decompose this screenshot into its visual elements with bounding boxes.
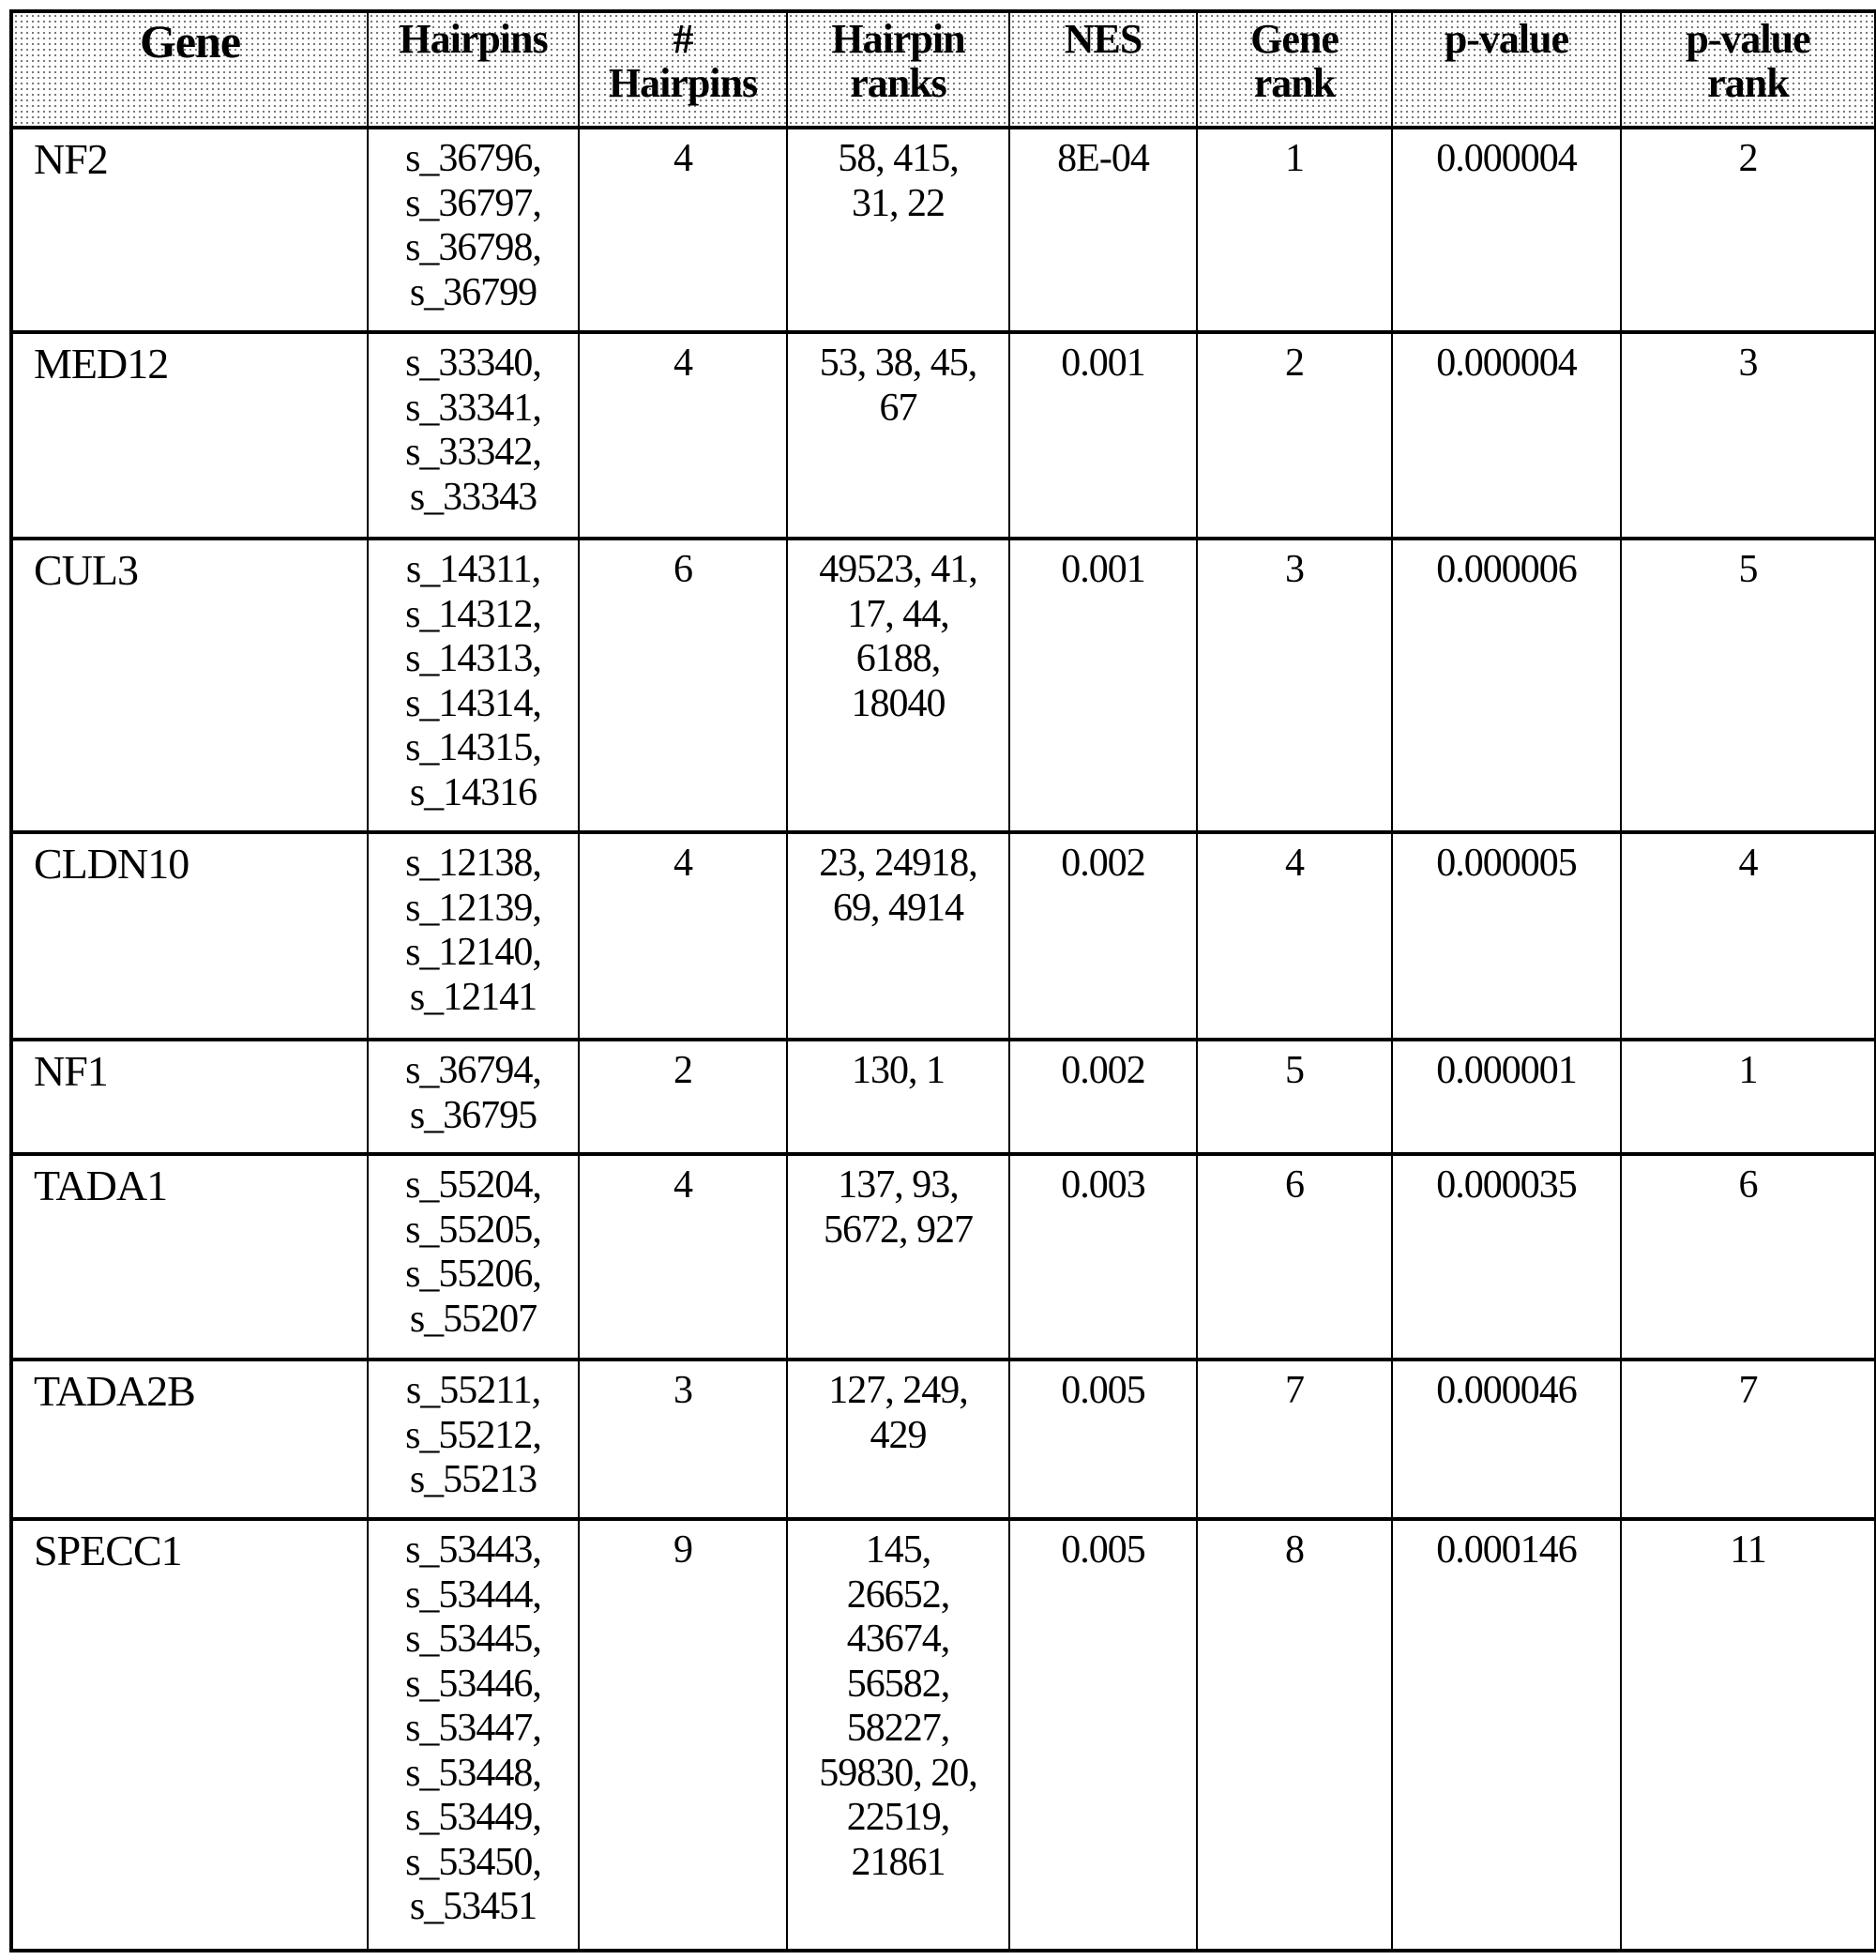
cell-p-value-rank (1621, 1040, 1876, 1154)
hairpins-line: s_12138, (405, 842, 541, 885)
num-hairpins-value: 2 (673, 1049, 692, 1092)
cell-hairpins (368, 1519, 579, 1951)
cell-gene-rank (1197, 832, 1392, 1040)
cell-hairpins (368, 539, 579, 832)
header-gene-rank (1197, 11, 1392, 128)
cell-hairpins (368, 832, 579, 1040)
header-p-value (1392, 11, 1621, 128)
gene-rank-value: 8 (1285, 1528, 1304, 1572)
cell-gene-rank (1197, 128, 1392, 332)
p-value-rank-value: 1 (1738, 1049, 1758, 1092)
cell-gene (11, 832, 368, 1040)
gene-value: NF2 (34, 135, 108, 183)
cell-p-value-rank (1621, 832, 1876, 1040)
cell-hairpin-ranks (787, 128, 1009, 332)
hairpin-ranks-line: 5672, 927 (824, 1208, 973, 1252)
cell-p-value (1392, 1360, 1621, 1519)
hairpin-ranks-line: 43674, (846, 1618, 950, 1661)
p-value-value: 0.000005 (1436, 842, 1577, 885)
hairpin-ranks-line: 127, 249, (828, 1369, 968, 1412)
gene-rank-value: 3 (1285, 548, 1304, 591)
table-row (11, 1360, 1876, 1519)
cell-p-value-rank (1621, 128, 1876, 332)
hairpin-ranks-line: 69, 4914 (833, 886, 963, 930)
nes-value: 0.001 (1061, 342, 1145, 385)
header-gene (11, 11, 368, 128)
header-nes-label: NES (1064, 16, 1142, 62)
cell-nes (1009, 1154, 1197, 1360)
gene-rank-value: 5 (1285, 1049, 1304, 1092)
header-p-value-rank (1621, 11, 1876, 128)
hairpins-line: s_53443, (405, 1528, 541, 1572)
cell-p-value (1392, 128, 1621, 332)
header-row (11, 11, 1876, 128)
cell-p-value (1392, 1519, 1621, 1951)
hairpin-ranks-line: 31, 22 (852, 181, 945, 225)
gene-rank-value: 1 (1285, 137, 1304, 180)
cell-num-hairpins (579, 1360, 787, 1519)
cell-hairpins (368, 128, 579, 332)
hairpin-ranks-line: 429 (870, 1413, 927, 1457)
hairpins-line: s_55211, (405, 1369, 541, 1412)
hairpins-line: s_36796, (405, 137, 541, 180)
hairpin-ranks-line: 18040 (851, 681, 946, 725)
table-row (11, 128, 1876, 332)
table-body (11, 128, 1876, 1951)
hairpin-ranks-line: 56582, (846, 1662, 950, 1706)
header-num-hairpins (579, 11, 787, 128)
cell-hairpin-ranks (787, 1519, 1009, 1951)
hairpins-line: s_12141 (409, 975, 537, 1019)
cell-p-value (1392, 539, 1621, 832)
hairpins-line: s_36799 (409, 270, 537, 314)
gene-value: MED12 (34, 340, 169, 387)
cell-gene-rank (1197, 1519, 1392, 1951)
cell-p-value-rank (1621, 1519, 1876, 1951)
hairpin-ranks-line: 67 (879, 386, 917, 430)
hairpins-line: s_14312, (405, 592, 541, 636)
gene-rank-value: 4 (1285, 842, 1304, 885)
cell-gene (11, 1519, 368, 1951)
cell-hairpins (368, 1360, 579, 1519)
hairpins-line: s_53449, (405, 1796, 541, 1839)
hairpins-line: s_12139, (405, 886, 541, 930)
p-value-rank-value: 2 (1738, 137, 1758, 180)
table-row (11, 1519, 1876, 1951)
p-value-rank-value: 5 (1738, 548, 1758, 591)
cell-hairpins (368, 1154, 579, 1360)
table-row (11, 832, 1876, 1040)
hairpins-line: s_33343 (409, 475, 537, 519)
gene-rank-value: 6 (1285, 1163, 1304, 1207)
hairpin-ranks-line: 53, 38, 45, (819, 342, 977, 385)
header-num-hairpins-line1: # (673, 16, 693, 62)
table-row (11, 332, 1876, 539)
cell-gene-rank (1197, 1154, 1392, 1360)
hairpins-line: s_36795 (409, 1093, 537, 1137)
cell-p-value (1392, 1154, 1621, 1360)
hairpins-line: s_55207 (409, 1297, 537, 1341)
p-value-rank-value: 3 (1738, 342, 1758, 385)
gene-rank-value: 7 (1285, 1369, 1304, 1412)
num-hairpins-value: 9 (673, 1528, 692, 1572)
nes-value: 8E-04 (1057, 137, 1149, 180)
num-hairpins-value: 4 (673, 842, 692, 885)
num-hairpins-value: 4 (673, 1163, 692, 1207)
table-row (11, 1040, 1876, 1154)
cell-num-hairpins (579, 1154, 787, 1360)
cell-nes (1009, 1040, 1197, 1154)
cell-gene (11, 1154, 368, 1360)
hairpins-line: s_53448, (405, 1751, 541, 1795)
hairpins-line: s_14315, (405, 726, 541, 769)
p-value-value: 0.000006 (1436, 548, 1577, 591)
cell-gene (11, 332, 368, 539)
num-hairpins-value: 3 (673, 1369, 692, 1412)
hairpins-line: s_55206, (405, 1253, 541, 1296)
nes-value: 0.005 (1061, 1369, 1145, 1412)
cell-gene-rank (1197, 1040, 1392, 1154)
cell-num-hairpins (579, 332, 787, 539)
gene-value: CUL3 (34, 546, 138, 594)
num-hairpins-value: 4 (673, 137, 692, 180)
cell-gene (11, 128, 368, 332)
gene-value: SPECC1 (34, 1527, 182, 1574)
header-num-hairpins-line2: Hairpins (608, 60, 758, 106)
table-row (11, 539, 1876, 832)
gene-results-table (9, 9, 1876, 1952)
cell-hairpin-ranks (787, 1040, 1009, 1154)
hairpin-ranks-line: 130, 1 (852, 1049, 945, 1092)
header-gene-rank-line1: Gene (1250, 16, 1339, 62)
hairpin-ranks-line: 23, 24918, (819, 842, 977, 885)
hairpin-ranks-line: 49523, 41, (819, 548, 977, 591)
hairpins-line: s_36794, (405, 1049, 541, 1092)
table-row (11, 1154, 1876, 1360)
hairpins-line: s_33341, (405, 386, 541, 430)
hairpins-line: s_53444, (405, 1573, 541, 1617)
cell-gene-rank (1197, 1360, 1392, 1519)
hairpin-ranks-line: 6188, (855, 637, 941, 680)
p-value-rank-value: 7 (1738, 1369, 1758, 1412)
cell-gene-rank (1197, 332, 1392, 539)
hairpins-line: s_36798, (405, 226, 541, 269)
hairpins-line: s_14311, (405, 548, 541, 591)
header-hairpin-ranks-line2: ranks (850, 60, 946, 106)
hairpin-ranks-line: 145, (865, 1528, 931, 1572)
cell-hairpin-ranks (787, 1154, 1009, 1360)
hairpins-line: s_55204, (405, 1163, 541, 1207)
p-value-rank-value: 6 (1738, 1163, 1758, 1207)
p-value-value: 0.000001 (1436, 1049, 1577, 1092)
cell-hairpin-ranks (787, 539, 1009, 832)
cell-hairpin-ranks (787, 332, 1009, 539)
hairpins-line: s_53447, (405, 1707, 541, 1750)
hairpins-line: s_55212, (405, 1413, 541, 1457)
hairpins-line: s_53451 (409, 1885, 537, 1928)
p-value-value: 0.000004 (1436, 342, 1577, 385)
num-hairpins-value: 4 (673, 342, 692, 385)
cell-nes (1009, 128, 1197, 332)
nes-value: 0.002 (1061, 842, 1145, 885)
gene-rank-value: 2 (1285, 342, 1304, 385)
p-value-value: 0.000004 (1436, 137, 1577, 180)
hairpins-line: s_12140, (405, 931, 541, 974)
hairpins-line: s_53450, (405, 1840, 541, 1884)
cell-p-value (1392, 1040, 1621, 1154)
hairpins-line: s_33342, (405, 431, 541, 474)
cell-gene (11, 1360, 368, 1519)
cell-gene-rank (1197, 539, 1392, 832)
hairpin-ranks-line: 17, 44, (847, 592, 949, 636)
header-nes (1009, 11, 1197, 128)
cell-num-hairpins (579, 1519, 787, 1951)
hairpin-ranks-line: 22519, (846, 1796, 950, 1839)
cell-hairpins (368, 1040, 579, 1154)
cell-p-value-rank (1621, 332, 1876, 539)
header-hairpin-ranks (787, 11, 1009, 128)
hairpins-line: s_53445, (405, 1618, 541, 1661)
p-value-value: 0.000035 (1436, 1163, 1577, 1207)
nes-value: 0.005 (1061, 1528, 1145, 1572)
header-hairpins-label: Hairpins (399, 16, 548, 62)
cell-hairpins (368, 332, 579, 539)
nes-value: 0.003 (1061, 1163, 1145, 1207)
cell-gene (11, 1040, 368, 1154)
hairpins-line: s_33340, (405, 342, 541, 385)
hairpin-ranks-line: 58227, (846, 1707, 950, 1750)
header-p-value-rank-line1: p-value (1686, 16, 1810, 62)
hairpin-ranks-line: 21861 (851, 1840, 946, 1884)
hairpins-line: s_36797, (405, 181, 541, 225)
cell-num-hairpins (579, 128, 787, 332)
cell-hairpin-ranks (787, 832, 1009, 1040)
p-value-value: 0.000146 (1436, 1528, 1577, 1572)
hairpins-line: s_55205, (405, 1208, 541, 1252)
nes-value: 0.002 (1061, 1049, 1145, 1092)
cell-nes (1009, 1360, 1197, 1519)
cell-num-hairpins (579, 832, 787, 1040)
hairpins-line: s_14316 (409, 770, 537, 814)
hairpin-ranks-line: 58, 415, (838, 137, 959, 180)
cell-p-value (1392, 832, 1621, 1040)
hairpin-ranks-line: 26652, (846, 1573, 950, 1617)
cell-nes (1009, 1519, 1197, 1951)
cell-hairpin-ranks (787, 1360, 1009, 1519)
hairpins-line: s_14314, (405, 681, 541, 725)
cell-nes (1009, 832, 1197, 1040)
hairpins-line: s_55213 (409, 1458, 537, 1501)
p-value-rank-value: 4 (1738, 842, 1758, 885)
cell-nes (1009, 539, 1197, 832)
cell-p-value (1392, 332, 1621, 539)
nes-value: 0.001 (1061, 548, 1145, 591)
cell-p-value-rank (1621, 1154, 1876, 1360)
cell-num-hairpins (579, 539, 787, 832)
hairpins-line: s_14313, (405, 637, 541, 680)
p-value-rank-value: 11 (1730, 1528, 1766, 1572)
header-p-value-label: p-value (1444, 16, 1569, 62)
cell-p-value-rank (1621, 539, 1876, 832)
cell-nes (1009, 332, 1197, 539)
p-value-value: 0.000046 (1436, 1369, 1577, 1412)
header-hairpins (368, 11, 579, 128)
header-hairpin-ranks-line1: Hairpin (831, 16, 965, 62)
gene-value: TADA1 (34, 1162, 168, 1209)
hairpin-ranks-line: 59830, 20, (819, 1751, 977, 1795)
num-hairpins-value: 6 (673, 548, 692, 591)
hairpins-line: s_53446, (405, 1662, 541, 1706)
cell-num-hairpins (579, 1040, 787, 1154)
header-p-value-rank-line2: rank (1707, 60, 1789, 106)
gene-value: TADA2B (34, 1367, 195, 1415)
hairpin-ranks-line: 137, 93, (838, 1163, 959, 1207)
header-gene-label: Gene (139, 15, 241, 68)
cell-p-value-rank (1621, 1360, 1876, 1519)
header-gene-rank-line2: rank (1253, 60, 1336, 106)
cell-gene (11, 539, 368, 832)
gene-value: CLDN10 (34, 840, 189, 888)
gene-value: NF1 (34, 1047, 108, 1095)
